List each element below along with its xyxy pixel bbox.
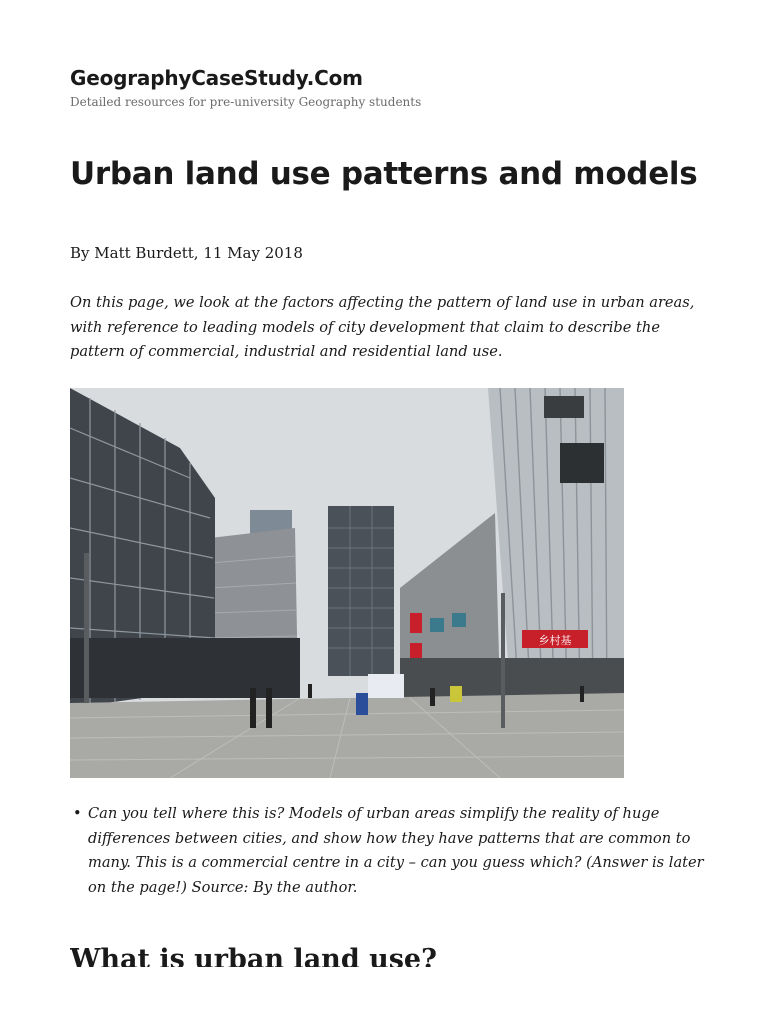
photo-storefront-left [70,638,300,698]
photo-lamp-post-right [501,593,505,728]
site-title-link[interactable]: GeographyCaseStudy.Com [70,66,363,90]
photo-sign-mid [560,443,604,483]
photo-tower-center [328,506,394,676]
page-title: Urban land use patterns and models [70,156,698,192]
street-photo [70,388,624,778]
section-heading: What is urban land use? [70,944,437,967]
image-caption [73,802,718,900]
photo-banner [368,674,404,698]
photo-sign-top [544,396,584,418]
photo-lamp-post-left [84,553,89,703]
site-description: Detailed resources for pre-university Geography students [70,95,422,109]
image-caption-text: Can you tell where this is? Models of urban areas simplify the reality of huge differences between cities, and show how they have patterns that are common to many. This is a commercial centre in a city – can you guess which? (Answer is later on the page!) Source: By the author. [88,805,704,896]
intro-paragraph: On this page, we look at the factors affecting the pattern of land use in urban areas, with reference to leading models of city development that claim to describe the pattern of commercial, industrial and residential land use. [70,294,695,360]
photo-sign-text: 乡村基 [538,634,572,647]
byline: By Matt Burdett, 11 May 2018 [70,244,303,262]
image-caption-list [70,802,718,900]
caption-bullet: • [73,805,82,822]
